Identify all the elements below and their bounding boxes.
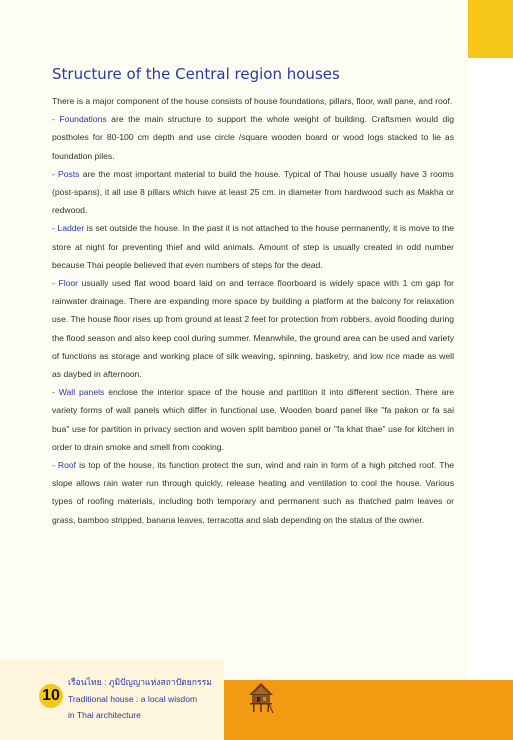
body-text [52,92,454,529]
section-label: - Floor [52,278,79,289]
section-label: - Posts [52,168,80,179]
section-text: usually used flat wood board laid on and terrace floorboard is widely space with 1 cm gap for rainwater drainage. There are expanding more space by building a platform at the balcony for relaxation use. The house floor rises up from ground at least 2 feet for protection from robbers, avoid flooding during the flood season and also keep cool during summer. Meanwhile, the ground area can be used and variety of functions as storage and working place of silk weaving, spinning, basketry, and low rice made as well as daybed in afternoon. [52,278,454,380]
section-label: - Wall panels [52,387,105,398]
section-wall-panels [52,383,454,456]
section-posts [52,165,454,220]
page-number: 10 [39,684,63,708]
footer-thai-title: เรือนไทย : ภูมิปัญญาแห่งสถาปัตยกรรม [68,677,212,687]
section-label: - Ladder [52,223,85,234]
footer-en-line2: in Thai architecture [68,710,141,720]
section-text: are the main structure to support the whole weight of building. Craftsmen would dig postholes for 80-100 cm depth and use circle /square wooden board or wood logs stacked to lie as foundation piles. [52,114,454,161]
section-text: is top of the house, its function protect the sun, wind and rain in form of a high pitched roof. The slope allows rain water run through quickly, release heating and ventilation to cool the house. Various types of roofing materials, including both temporary and permanent such as thatched palm leaves or grass, bamboo stripped, banana leaves, terracotta and slab depending on the status of the owner. [52,460,455,525]
section-ladder [52,219,454,274]
section-roof [52,456,454,529]
page-title: Structure of the Central region houses [52,65,340,83]
section-text: enclose the interior space of the house and partition it into different section. There are variety forms of wall panels which differ in functional use. Wooden board panel like "fa pakon or fa sai bua" use for partition in privacy section and woven split bamboo panel or "fa khat thae" use for kitchen in order to drain smoke and smell from cooking. [52,387,454,452]
section-label: - Foundations [52,114,107,125]
footer-en-line1: Traditional house : a local wisdom [68,693,198,704]
footer-caption [68,674,212,724]
thai-house-icon [248,682,274,714]
section-floor [52,274,454,383]
section-label: - Roof [52,460,77,471]
corner-tab [468,0,513,58]
section-text: are the most important material to build the house. Typical of Thai house usually have 3 rooms (post-spans), it all use 8 pillars which have at least 25 cm. in diameter from hardwood such as Makha or redwood. [52,168,454,216]
section-foundations [52,110,454,165]
section-text: is set outside the house. In the past it is not attached to the house permanently, it is move to the store at night for preventing thief and wild animals. Amount of step is usually created in odd number because Thai people believed that even numbers of steps for the dead. [52,223,454,270]
intro-paragraph: There is a major component of the house consists of house foundations, pillars, floor, wall pane, and roof. [52,96,453,106]
